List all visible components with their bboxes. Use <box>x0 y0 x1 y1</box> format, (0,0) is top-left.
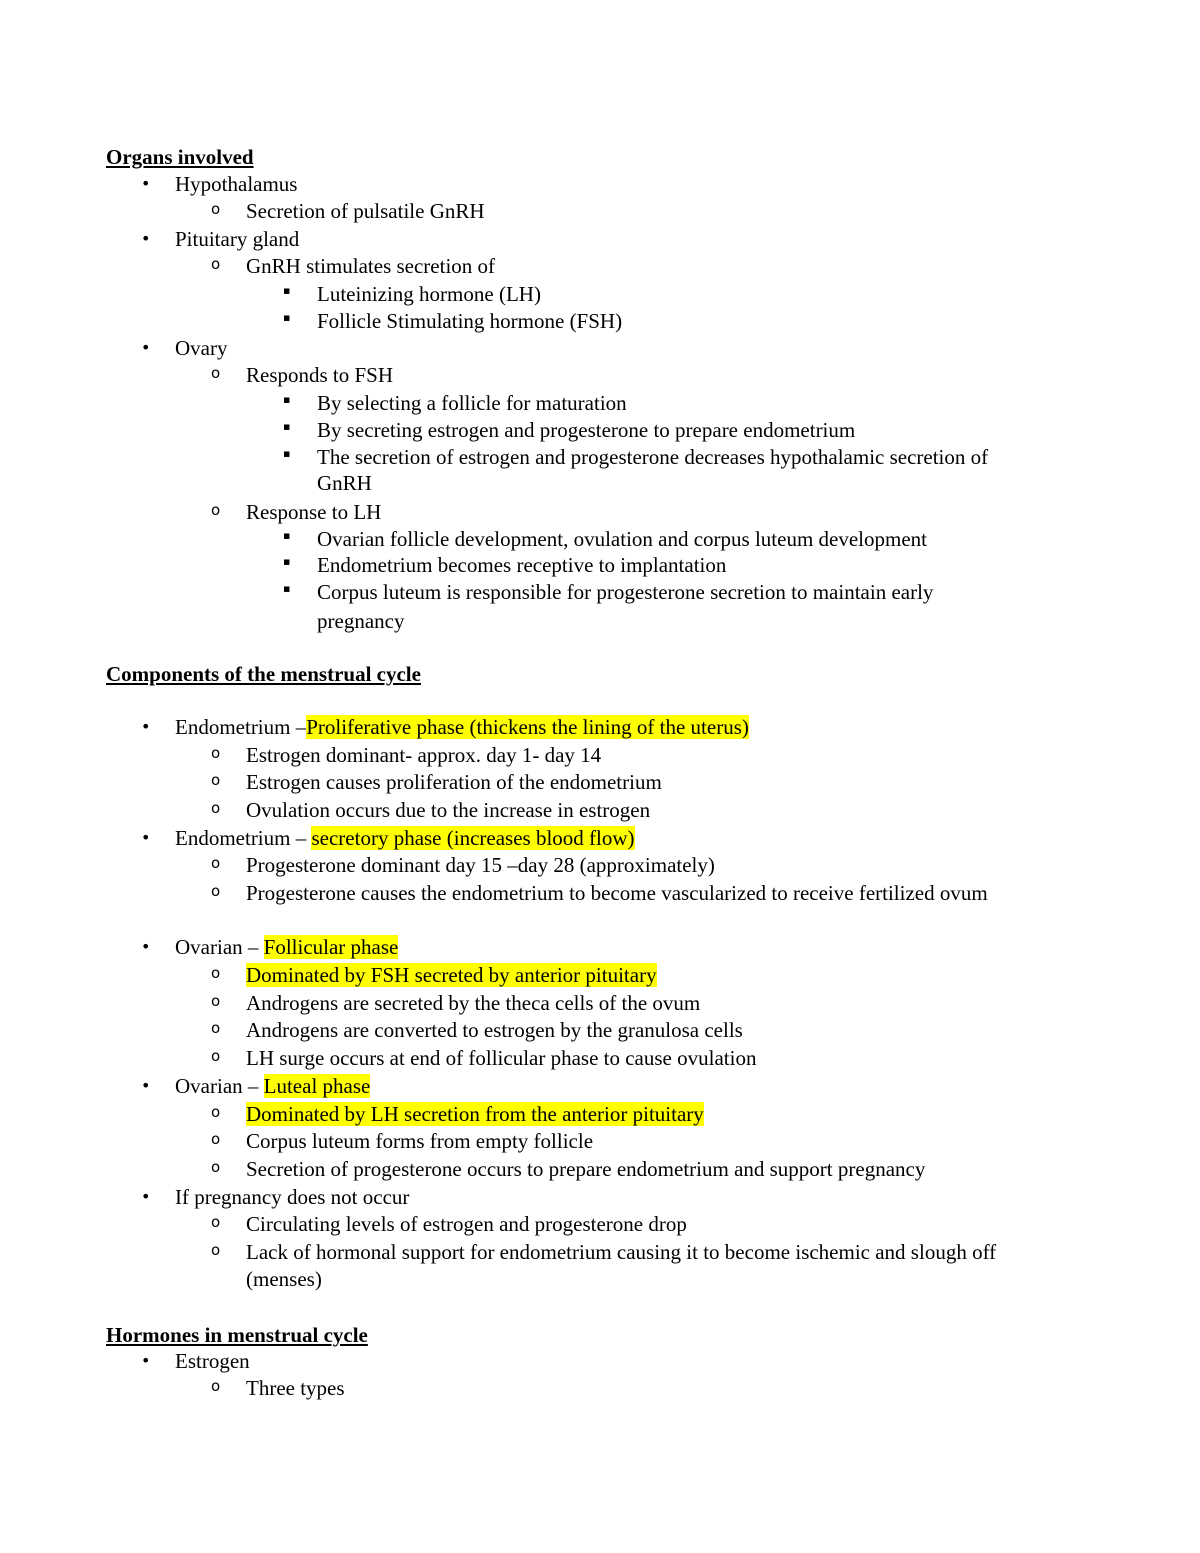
list-item <box>211 1155 926 1183</box>
list-item-text: Ovarian follicle development, ovulation and corpus luteum development <box>317 527 927 551</box>
list-item <box>211 1238 997 1266</box>
list-item <box>141 1183 410 1211</box>
list-item-text: GnRH <box>317 471 372 495</box>
list-item <box>141 225 300 253</box>
list-item <box>283 280 541 308</box>
list-item-text: Estrogen causes proliferation of the endometrium <box>246 770 662 794</box>
bullet-icon: • <box>141 828 151 847</box>
list-item-text: Follicle Stimulating hormone (FSH) <box>317 309 623 333</box>
square-bullet-icon: ▪ <box>283 284 291 297</box>
list-item <box>211 768 662 796</box>
list-item-text: Endometrium – <box>175 826 312 850</box>
highlighted-text: secretory phase (increases blood flow) <box>311 826 635 850</box>
circle-bullet-icon: o <box>211 1213 221 1231</box>
list-item-text: Hypothalamus <box>175 172 298 196</box>
square-bullet-icon: ▪ <box>283 529 291 542</box>
list-item <box>283 578 934 606</box>
highlighted-text: Dominated by LH secretion from the anterior pituitary <box>246 1102 704 1126</box>
square-bullet-icon: ▪ <box>283 582 291 595</box>
list-item <box>211 252 496 280</box>
list-item-text: Endometrium becomes receptive to implantation <box>317 553 727 577</box>
highlighted-text: Proliferative phase (thickens the lining of the uterus) <box>306 715 749 739</box>
highlighted-text: Dominated by FSH secreted by anterior pituitary <box>246 963 657 987</box>
list-item <box>141 824 635 852</box>
circle-bullet-icon: o <box>211 882 221 900</box>
highlighted-text: Follicular phase <box>263 935 399 959</box>
list-item <box>211 989 701 1017</box>
list-item-text: Corpus luteum forms from empty follicle <box>246 1129 594 1153</box>
list-item-text: Lack of hormonal support for endometrium causing it to become ischemic and slough off <box>246 1240 997 1264</box>
circle-bullet-icon: o <box>211 964 221 982</box>
circle-bullet-icon: o <box>211 1047 221 1065</box>
list-item <box>283 389 627 417</box>
list-item <box>211 741 602 769</box>
circle-bullet-icon: o <box>211 771 221 789</box>
list-item-text: Corpus luteum is responsible for progesterone secretion to maintain early <box>317 580 934 604</box>
list-item-text: Circulating levels of estrogen and progesterone drop <box>246 1212 687 1236</box>
list-item-text: Ovarian – <box>175 935 264 959</box>
list-item <box>211 498 382 526</box>
circle-bullet-icon: o <box>211 744 221 762</box>
list-item <box>141 170 298 198</box>
list-item-text: LH surge occurs at end of follicular phase to cause ovulation <box>246 1046 757 1070</box>
list-item-text: By selecting a follicle for maturation <box>317 391 627 415</box>
list-item <box>141 713 749 741</box>
list-item-text: The secretion of estrogen and progesterone decreases hypothalamic secretion of <box>317 445 989 469</box>
circle-bullet-icon: o <box>211 1130 221 1148</box>
list-item-text: Pituitary gland <box>175 227 300 251</box>
circle-bullet-icon: o <box>211 1377 221 1395</box>
section-heading-hormones: Hormones in menstrual cycle <box>106 1323 368 1347</box>
list-item-text: Ovary <box>175 336 228 360</box>
bullet-icon: • <box>141 229 151 248</box>
square-bullet-icon: ▪ <box>283 447 291 460</box>
list-item-text: Secretion of pulsatile GnRH <box>246 199 485 223</box>
list-item <box>283 551 727 579</box>
list-item-continuation <box>246 1265 322 1293</box>
list-item-text: Response to LH <box>246 500 382 524</box>
list-item <box>211 1127 594 1155</box>
list-item-text: By secreting estrogen and progesterone to prepare endometrium <box>317 418 856 442</box>
section-heading-components: Components of the menstrual cycle <box>106 662 421 686</box>
circle-bullet-icon: o <box>211 854 221 872</box>
list-item-text: Progesterone dominant day 15 –day 28 (approximately) <box>246 853 715 877</box>
list-item-text: GnRH stimulates secretion of <box>246 254 496 278</box>
list-item <box>211 1374 345 1402</box>
list-item-text: Ovulation occurs due to the increase in estrogen <box>246 798 651 822</box>
list-item <box>141 334 228 362</box>
list-item-text: pregnancy <box>317 609 405 633</box>
square-bullet-icon: ▪ <box>283 555 291 568</box>
list-item <box>283 307 623 335</box>
section-heading-organs-involved: Organs involved <box>106 145 254 169</box>
circle-bullet-icon: o <box>211 992 221 1010</box>
list-item-continuation <box>317 607 404 635</box>
circle-bullet-icon: o <box>211 1158 221 1176</box>
circle-bullet-icon: o <box>211 501 221 519</box>
highlighted-text: Luteal phase <box>263 1074 371 1098</box>
list-item-text: Progesterone causes the endometrium to become vascularized to receive fertilized ovum <box>246 881 988 905</box>
list-item-text: If pregnancy does not occur <box>175 1185 410 1209</box>
circle-bullet-icon: o <box>211 1019 221 1037</box>
list-item-text: (menses) <box>246 1267 322 1291</box>
list-item <box>211 1016 743 1044</box>
circle-bullet-icon: o <box>211 799 221 817</box>
list-item-text: Androgens are secreted by the theca cells of the ovum <box>246 991 701 1015</box>
list-item <box>211 1100 704 1128</box>
list-item <box>211 197 485 225</box>
list-item <box>211 1044 757 1072</box>
circle-bullet-icon: o <box>211 1103 221 1121</box>
list-item-text: Estrogen dominant- approx. day 1- day 14 <box>246 743 602 767</box>
list-item-text: Ovarian – <box>175 1074 264 1098</box>
square-bullet-icon: ▪ <box>283 311 291 324</box>
list-item-text: Endometrium – <box>175 715 307 739</box>
list-item-text: Estrogen <box>175 1349 250 1373</box>
list-item <box>283 416 856 444</box>
list-item <box>141 1347 250 1375</box>
bullet-icon: • <box>141 338 151 357</box>
circle-bullet-icon: o <box>211 1241 221 1259</box>
bullet-icon: • <box>141 717 151 736</box>
bullet-icon: • <box>141 174 151 193</box>
list-item <box>211 851 715 879</box>
list-item <box>141 933 399 961</box>
list-item <box>211 1210 687 1238</box>
circle-bullet-icon: o <box>211 200 221 218</box>
list-item <box>211 361 394 389</box>
list-item-text: Responds to FSH <box>246 363 394 387</box>
list-item <box>211 879 988 907</box>
circle-bullet-icon: o <box>211 255 221 273</box>
square-bullet-icon: ▪ <box>283 393 291 406</box>
list-item <box>283 525 927 553</box>
list-item-text: Secretion of progesterone occurs to prepare endometrium and support pregnancy <box>246 1157 926 1181</box>
circle-bullet-icon: o <box>211 364 221 382</box>
list-item-continuation <box>317 469 372 497</box>
bullet-icon: • <box>141 1187 151 1206</box>
bullet-icon: • <box>141 1076 151 1095</box>
list-item <box>211 796 651 824</box>
list-item-text: Androgens are converted to estrogen by the granulosa cells <box>246 1018 743 1042</box>
list-item <box>141 1072 371 1100</box>
list-item <box>211 961 657 989</box>
bullet-icon: • <box>141 937 151 956</box>
bullet-icon: • <box>141 1351 151 1370</box>
list-item <box>283 443 989 471</box>
list-item-text: Three types <box>246 1376 345 1400</box>
list-item-text: Luteinizing hormone (LH) <box>317 282 541 306</box>
square-bullet-icon: ▪ <box>283 420 291 433</box>
